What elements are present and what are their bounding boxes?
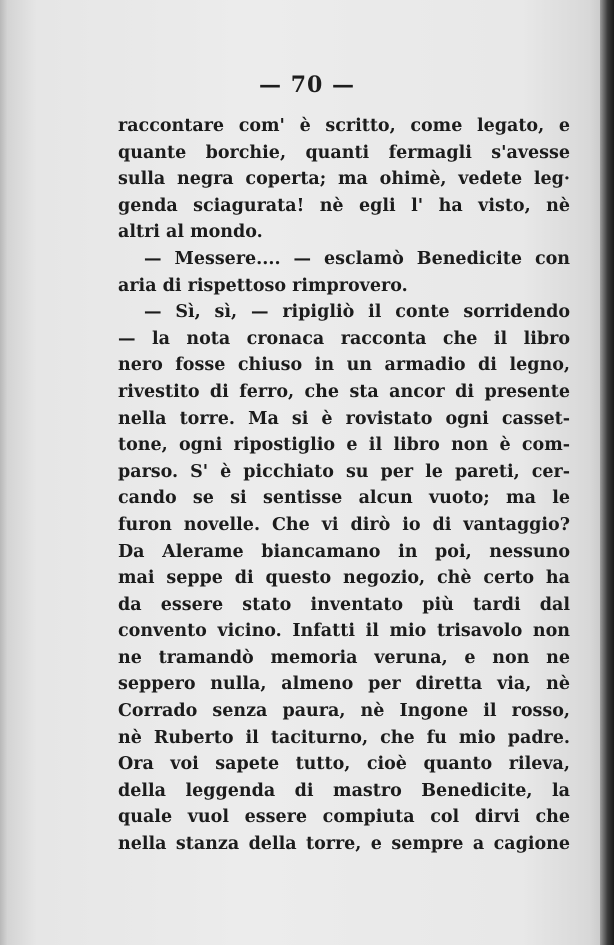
text-line: quale vuol essere compiuta col dirvi che	[118, 807, 570, 828]
text-line: tone, ogni ripostiglio e il libro non è com-	[118, 435, 570, 456]
text-line: — Sì, sì, — ripigliò il conte sorridendo	[144, 302, 570, 323]
text-line: nella stanza della torre, e sempre a cagione	[118, 834, 570, 855]
text-line: raccontare com' è scritto, come legato, e	[118, 116, 570, 136]
text-line: cando se si sentisse alcun vuoto; ma le	[118, 488, 570, 509]
text-line: nero fosse chiuso in un armadio di legno,	[118, 355, 570, 376]
text-line: parso. S' è picchiato su per le pareti, cer-	[118, 461, 570, 482]
text-line: Ora voi sapete tutto, cioè quanto rileva,	[118, 754, 570, 775]
text-line: — Messere.... — esclamò Benedicite con	[144, 248, 570, 269]
text-line: Corrado senza paura, nè Ingone il rosso,	[118, 701, 570, 722]
body-text	[118, 113, 570, 858]
text-line: da essere stato inventato più tardi dal	[118, 594, 570, 615]
text-line: sulla negra coperta; ma ohimè, vedete leg·	[118, 169, 570, 190]
text-line: della leggenda di mastro Benedicite, la	[118, 780, 570, 801]
text-line: ne tramandò memoria veruna, e non ne	[118, 647, 570, 668]
page-number: — 70 —	[259, 72, 355, 98]
text-line: convento vicino. Infatti il mio trisavolo non	[118, 621, 570, 642]
text-line: genda sciagurata! nè egli l' ha visto, nè	[118, 195, 570, 216]
text-line: altri al mondo.	[118, 222, 263, 243]
text-line: furon novelle. Che vi dirò io di vantaggio?	[118, 514, 570, 535]
text-line: quante borchie, quanti fermagli s'avesse	[118, 142, 570, 163]
text-line: mai seppe di questo negozio, chè certo ha	[118, 568, 570, 589]
text-line: aria di rispettoso rimprovero.	[118, 275, 408, 296]
page-binding-shadow	[600, 0, 614, 945]
text-line: seppero nulla, almeno per diretta via, nè	[118, 674, 570, 695]
text-line: nè Ruberto il taciturno, che fu mio padre.	[118, 727, 570, 748]
text-line: nella torre. Ma si è rovistato ogni casset-	[118, 408, 570, 429]
text-line: rivestito di ferro, che sta ancor di presente	[118, 381, 570, 402]
page-left-edge	[0, 0, 8, 945]
text-line: — la nota cronaca racconta che il libro	[118, 328, 570, 349]
text-line: Da Alerame biancamano in poi, nessuno	[118, 541, 570, 562]
